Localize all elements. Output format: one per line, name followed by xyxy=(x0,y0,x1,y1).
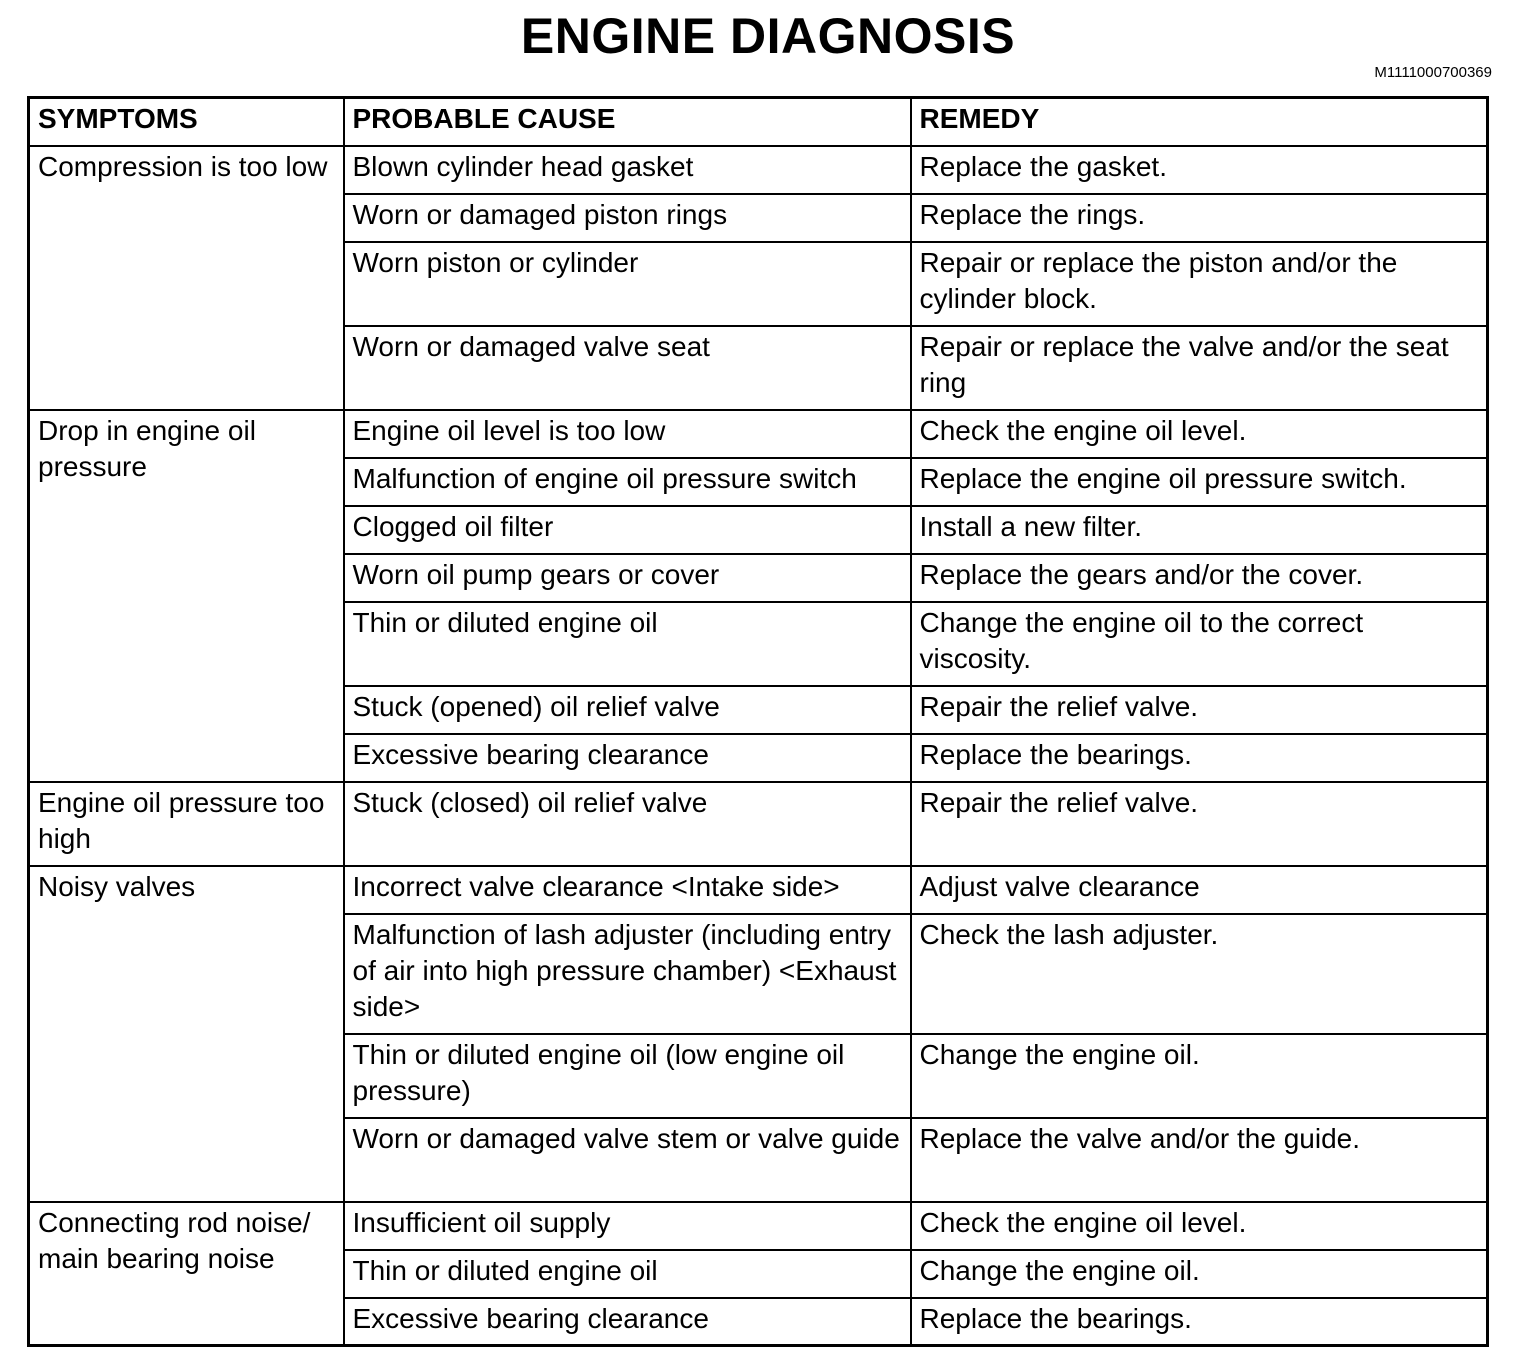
remedy-cell: Repair the relief valve. xyxy=(911,782,1488,866)
remedy-cell: Change the engine oil. xyxy=(911,1034,1488,1118)
cause-cell: Worn or damaged piston rings xyxy=(344,194,911,242)
symptom-cell: Compression is too low xyxy=(29,146,344,410)
cause-cell: Thin or diluted engine oil (low engine oil pressure) xyxy=(344,1034,911,1118)
cause-cell: Excessive bearing clearance xyxy=(344,1298,911,1346)
cause-cell: Blown cylinder head gasket xyxy=(344,146,911,194)
cause-cell: Stuck (closed) oil relief valve xyxy=(344,782,911,866)
remedy-cell: Replace the rings. xyxy=(911,194,1488,242)
remedy-cell: Replace the bearings. xyxy=(911,734,1488,782)
remedy-cell: Check the engine oil level. xyxy=(911,1202,1488,1250)
cause-cell: Malfunction of engine oil pressure switch xyxy=(344,458,911,506)
cause-cell: Insufficient oil supply xyxy=(344,1202,911,1250)
header-remedy: REMEDY xyxy=(911,98,1488,146)
remedy-cell: Replace the bearings. xyxy=(911,1298,1488,1346)
table-row xyxy=(29,866,1488,914)
cause-cell: Worn oil pump gears or cover xyxy=(344,554,911,602)
diagnosis-table xyxy=(27,96,1489,1347)
remedy-cell: Replace the valve and/or the guide. xyxy=(911,1118,1488,1202)
remedy-cell: Change the engine oil. xyxy=(911,1250,1488,1298)
remedy-cell: Repair the relief valve. xyxy=(911,686,1488,734)
symptom-cell: Noisy valves xyxy=(29,866,344,1202)
document-code: M1111000700369 xyxy=(1374,64,1492,81)
cause-cell: Excessive bearing clearance xyxy=(344,734,911,782)
page-title: ENGINE DIAGNOSIS xyxy=(520,8,1016,64)
header-probable-cause: PROBABLE CAUSE xyxy=(344,98,911,146)
table-body xyxy=(29,146,1488,1346)
symptom-cell: Drop in engine oil pressure xyxy=(29,410,344,782)
cause-cell: Engine oil level is too low xyxy=(344,410,911,458)
remedy-cell: Install a new filter. xyxy=(911,506,1488,554)
remedy-cell: Repair or replace the valve and/or the seat ring xyxy=(911,326,1488,410)
remedy-cell: Replace the engine oil pressure switch. xyxy=(911,458,1488,506)
remedy-cell: Adjust valve clearance xyxy=(911,866,1488,914)
cause-cell: Thin or diluted engine oil xyxy=(344,602,911,686)
cause-cell: Worn or damaged valve seat xyxy=(344,326,911,410)
table-row xyxy=(29,1202,1488,1250)
cause-cell: Stuck (opened) oil relief valve xyxy=(344,686,911,734)
symptom-cell: Connecting rod noise/ main bearing noise xyxy=(29,1202,344,1346)
remedy-cell: Change the engine oil to the correct viscosity. xyxy=(911,602,1488,686)
remedy-cell: Replace the gasket. xyxy=(911,146,1488,194)
header-row xyxy=(29,98,1488,146)
table-header xyxy=(29,98,1488,146)
table-row xyxy=(29,410,1488,458)
cause-cell: Worn or damaged valve stem or valve guide xyxy=(344,1118,911,1202)
cause-cell: Malfunction of lash adjuster (including entry of air into high pressure chamber) <Exhaust side> xyxy=(344,914,911,1034)
remedy-cell: Check the lash adjuster. xyxy=(911,914,1488,1034)
cause-cell: Worn piston or cylinder xyxy=(344,242,911,326)
table-row xyxy=(29,782,1488,866)
remedy-cell: Repair or replace the piston and/or the cylinder block. xyxy=(911,242,1488,326)
remedy-cell: Replace the gears and/or the cover. xyxy=(911,554,1488,602)
symptom-cell: Engine oil pressure too high xyxy=(29,782,344,866)
remedy-cell: Check the engine oil level. xyxy=(911,410,1488,458)
cause-cell: Incorrect valve clearance <Intake side> xyxy=(344,866,911,914)
header-symptoms: SYMPTOMS xyxy=(29,98,344,146)
cause-cell: Clogged oil filter xyxy=(344,506,911,554)
table-row xyxy=(29,146,1488,194)
cause-cell: Thin or diluted engine oil xyxy=(344,1250,911,1298)
